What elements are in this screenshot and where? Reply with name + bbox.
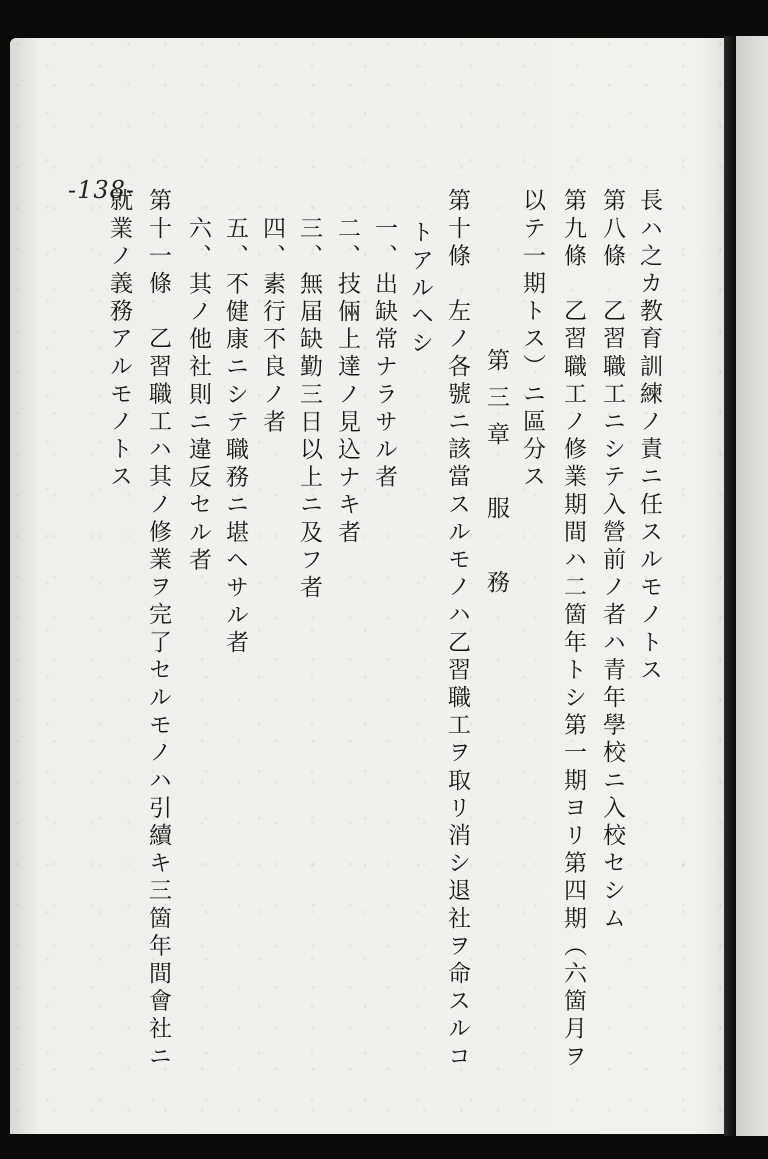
- page-number: -138-: [68, 176, 136, 204]
- list-item-2: 二、技倆上達ノ見込ナキ者: [334, 216, 360, 548]
- text-line-1: 長ハ之カ教育訓練ノ責ニ任スルモノトス: [636, 188, 662, 685]
- book-spine-shadow: [724, 36, 736, 1136]
- list-item-6: 六、其ノ他社則ニ違反セル者: [185, 216, 211, 575]
- text-line-3-article-9: 第九條 乙習職工ノ修業期間ハ二箇年トシ第一期ヨリ第四期（六箇月ヲ: [560, 188, 586, 1072]
- adjacent-page-edge: [736, 36, 768, 1136]
- text-line-2-article-8: 第八條 乙習職工ニシテ入營前ノ者ハ青年學校ニ入校セシム: [599, 188, 625, 934]
- text-line-4: 以テ一期トス）ニ區分ス: [519, 188, 545, 492]
- document-page: [10, 38, 732, 1134]
- text-line-7: トアルヘシ: [407, 220, 433, 358]
- text-line-6-article-10: 第十條 左ノ各號ニ該當スルモノハ乙習職工ヲ取リ消シ退社ヲ命スルコ: [444, 188, 470, 1072]
- list-item-3: 三、無届缺勤三日以上ニ及フ者: [296, 216, 322, 603]
- text-line-15: 就業ノ義務アルモノトス: [106, 188, 132, 492]
- text-line-14-article-11: 第十一條 乙習職工ハ其ノ修業ヲ完了セルモノハ引續キ三箇年間會社ニ: [145, 188, 171, 1072]
- list-item-4: 四、素行不良ノ者: [259, 216, 285, 437]
- list-item-5: 五、不健康ニシテ職務ニ堪ヘサル者: [222, 216, 248, 658]
- chapter-heading: 第三章 服 務: [483, 348, 509, 607]
- list-item-1: 一、出缺常ナラサル者: [371, 216, 397, 492]
